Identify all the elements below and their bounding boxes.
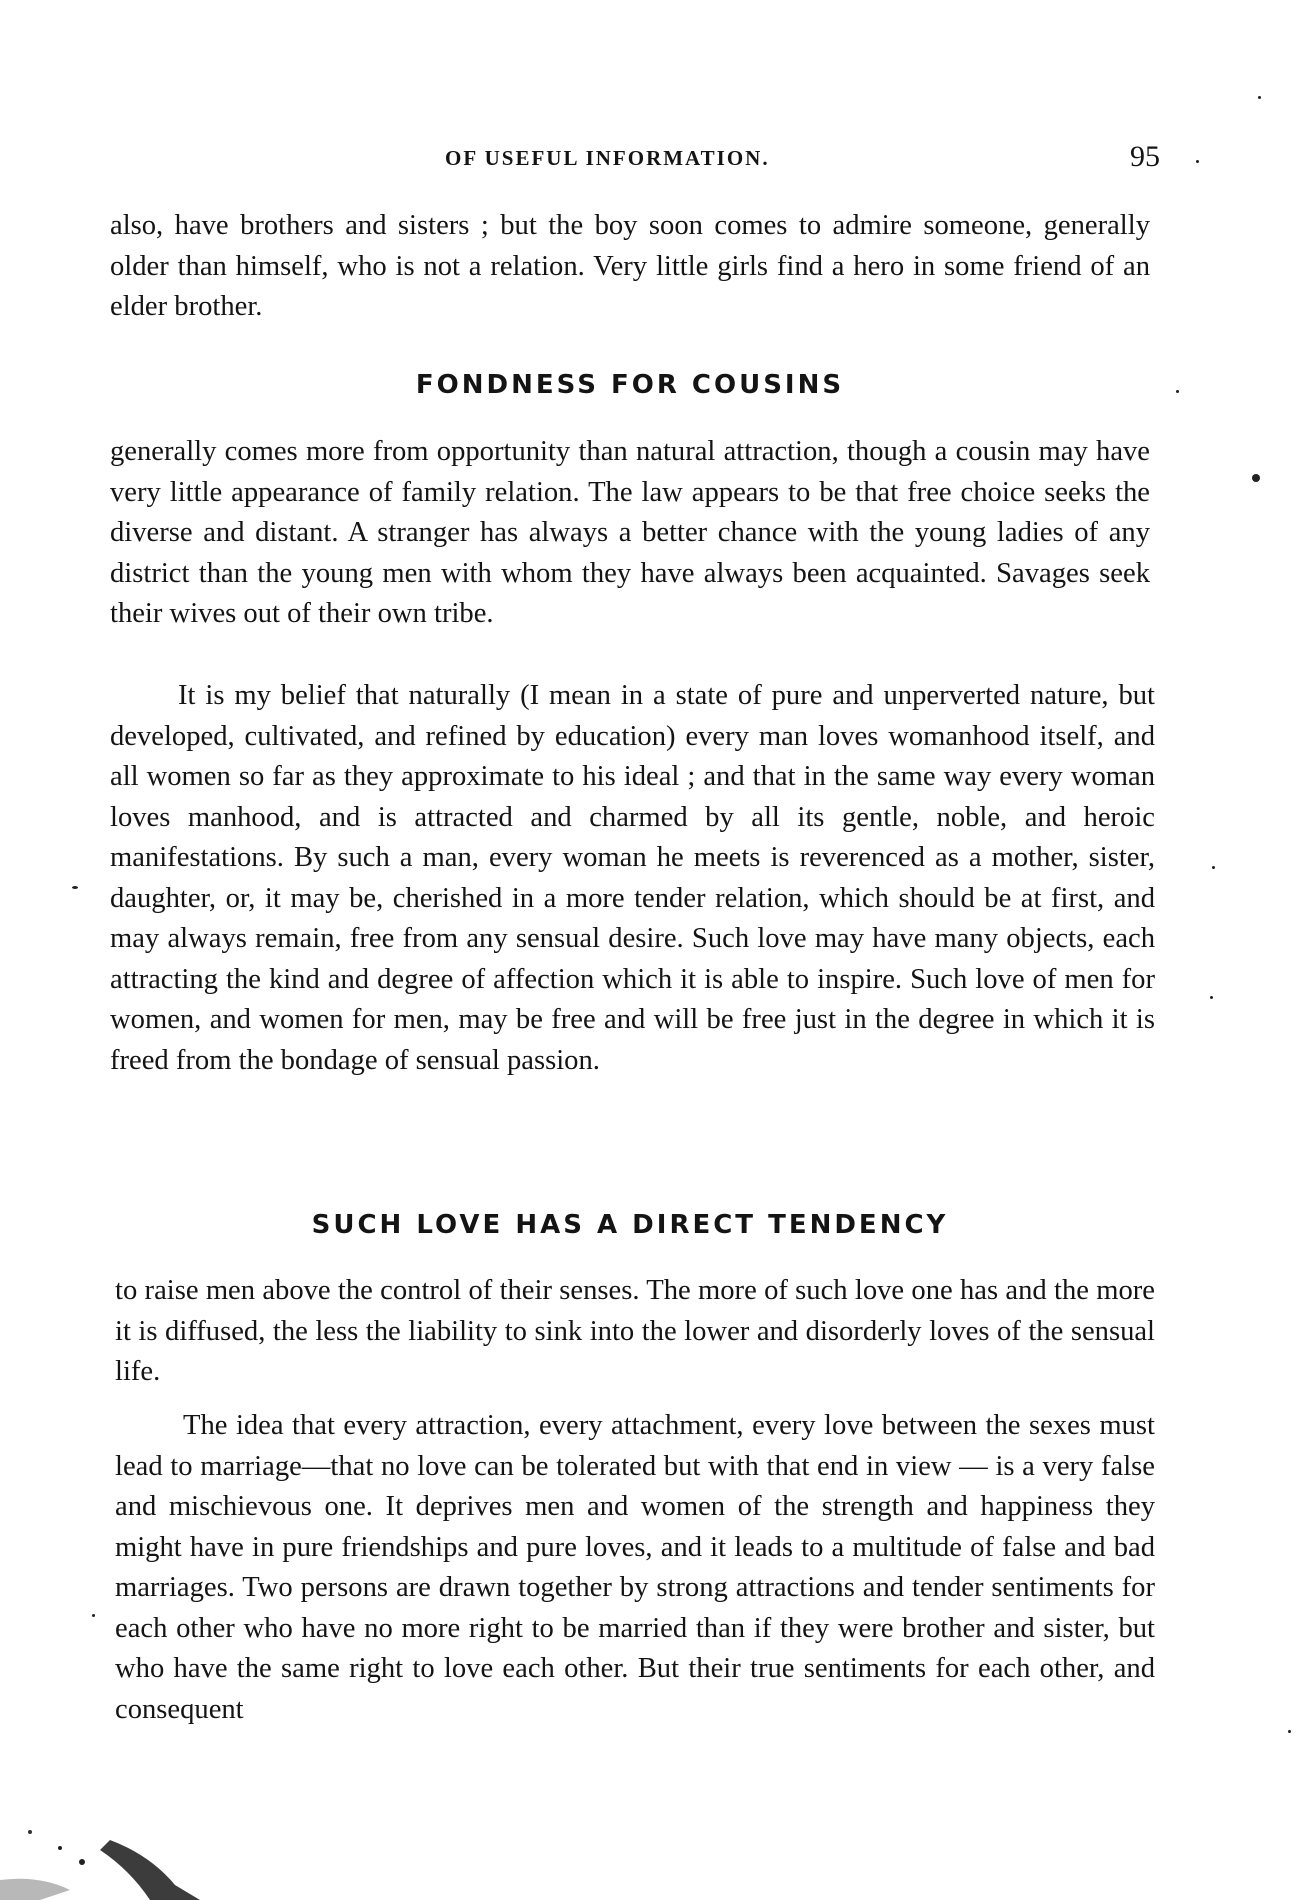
paragraph-5 xyxy=(115,1406,1155,1730)
scan-speck xyxy=(1196,160,1199,163)
heading-such-love: SUCH LOVE HAS A DIRECT TENDENCY xyxy=(311,1210,949,1240)
scan-speck xyxy=(1252,474,1260,482)
paragraph-3-text: It is my belief that naturally (I mean in a state of pure and unperverted nature, but developed, cultivated, and refined by education) every man loves womanhood itself, and all women so far as they approximate to his ideal ; and that in the same way every woman loves manhood, and is attracted and charmed by all its gentle, noble, and heroic manifestations. By such a man, every woman he meets is reverenced as a mother, sister, daughter, or, it may be, cherished in a more tender relation, which should be at first, and may always remain, free from any sensual desire. Such love may have many objects, each attracting the kind and degree of affection which it is able to inspire. Such love of men for women, and women for men, may be free and will be free just in the degree in which it is freed from the bondage of sensual passion. xyxy=(110,680,1155,1076)
paragraph-4 xyxy=(115,1271,1155,1393)
scan-speck xyxy=(1210,996,1213,999)
scan-speck xyxy=(92,1614,95,1617)
paragraph-5-text: The idea that every attraction, every attachment, every love between the sexes must lead to marriage—that no love can be tolerated but with that end in view — is a very false and mischievous one. It deprives men and women of the strength and happiness they might have in pure friendships and pure loves, and it leads to a multitude of false and bad marriages. Two persons are drawn together by strong attractions and tender sentiments for each other who have no more right to be married than if they were brother and sister, but who have the same right to love each other. But their true sentiments for each other, and consequent xyxy=(115,1410,1155,1725)
corner-smudge xyxy=(0,1750,260,1900)
paragraph-3 xyxy=(110,676,1155,1081)
scan-speck xyxy=(1176,390,1179,393)
paragraph-4-text: to raise men above the control of their senses. The more of such love one has and the more it is diffused, the less the liability to sink into the lower and disorderly loves of the sensual life. xyxy=(115,1275,1155,1387)
paragraph-2-text: generally comes more from opportunity than natural attraction, though a cousin may have very little appearance of family relation. The law appears to be that free choice seeks the diverse and distant. A stranger has always a better chance with the young ladies of any district than the young men with whom they have always been acquainted. Savages seek their wives out of their own tribe. xyxy=(110,436,1150,629)
running-title: OF USEFUL INFORMATION. xyxy=(445,146,770,170)
scan-speck xyxy=(1288,1730,1291,1733)
paragraph-1 xyxy=(110,206,1150,328)
scan-speck xyxy=(1258,96,1261,99)
paragraph-2 xyxy=(110,432,1150,635)
page-number: 95 xyxy=(1130,140,1160,173)
scan-speck xyxy=(1212,866,1215,869)
running-head xyxy=(100,140,1160,180)
scan-speck xyxy=(72,886,78,889)
paragraph-1-text: also, have brothers and sisters ; but the boy soon comes to admire someone, generally older than himself, who is not a relation. Very little girls find a hero in some friend of an elder brother. xyxy=(110,210,1150,322)
heading-fondness-for-cousins: FONDNESS FOR COUSINS xyxy=(415,370,845,400)
